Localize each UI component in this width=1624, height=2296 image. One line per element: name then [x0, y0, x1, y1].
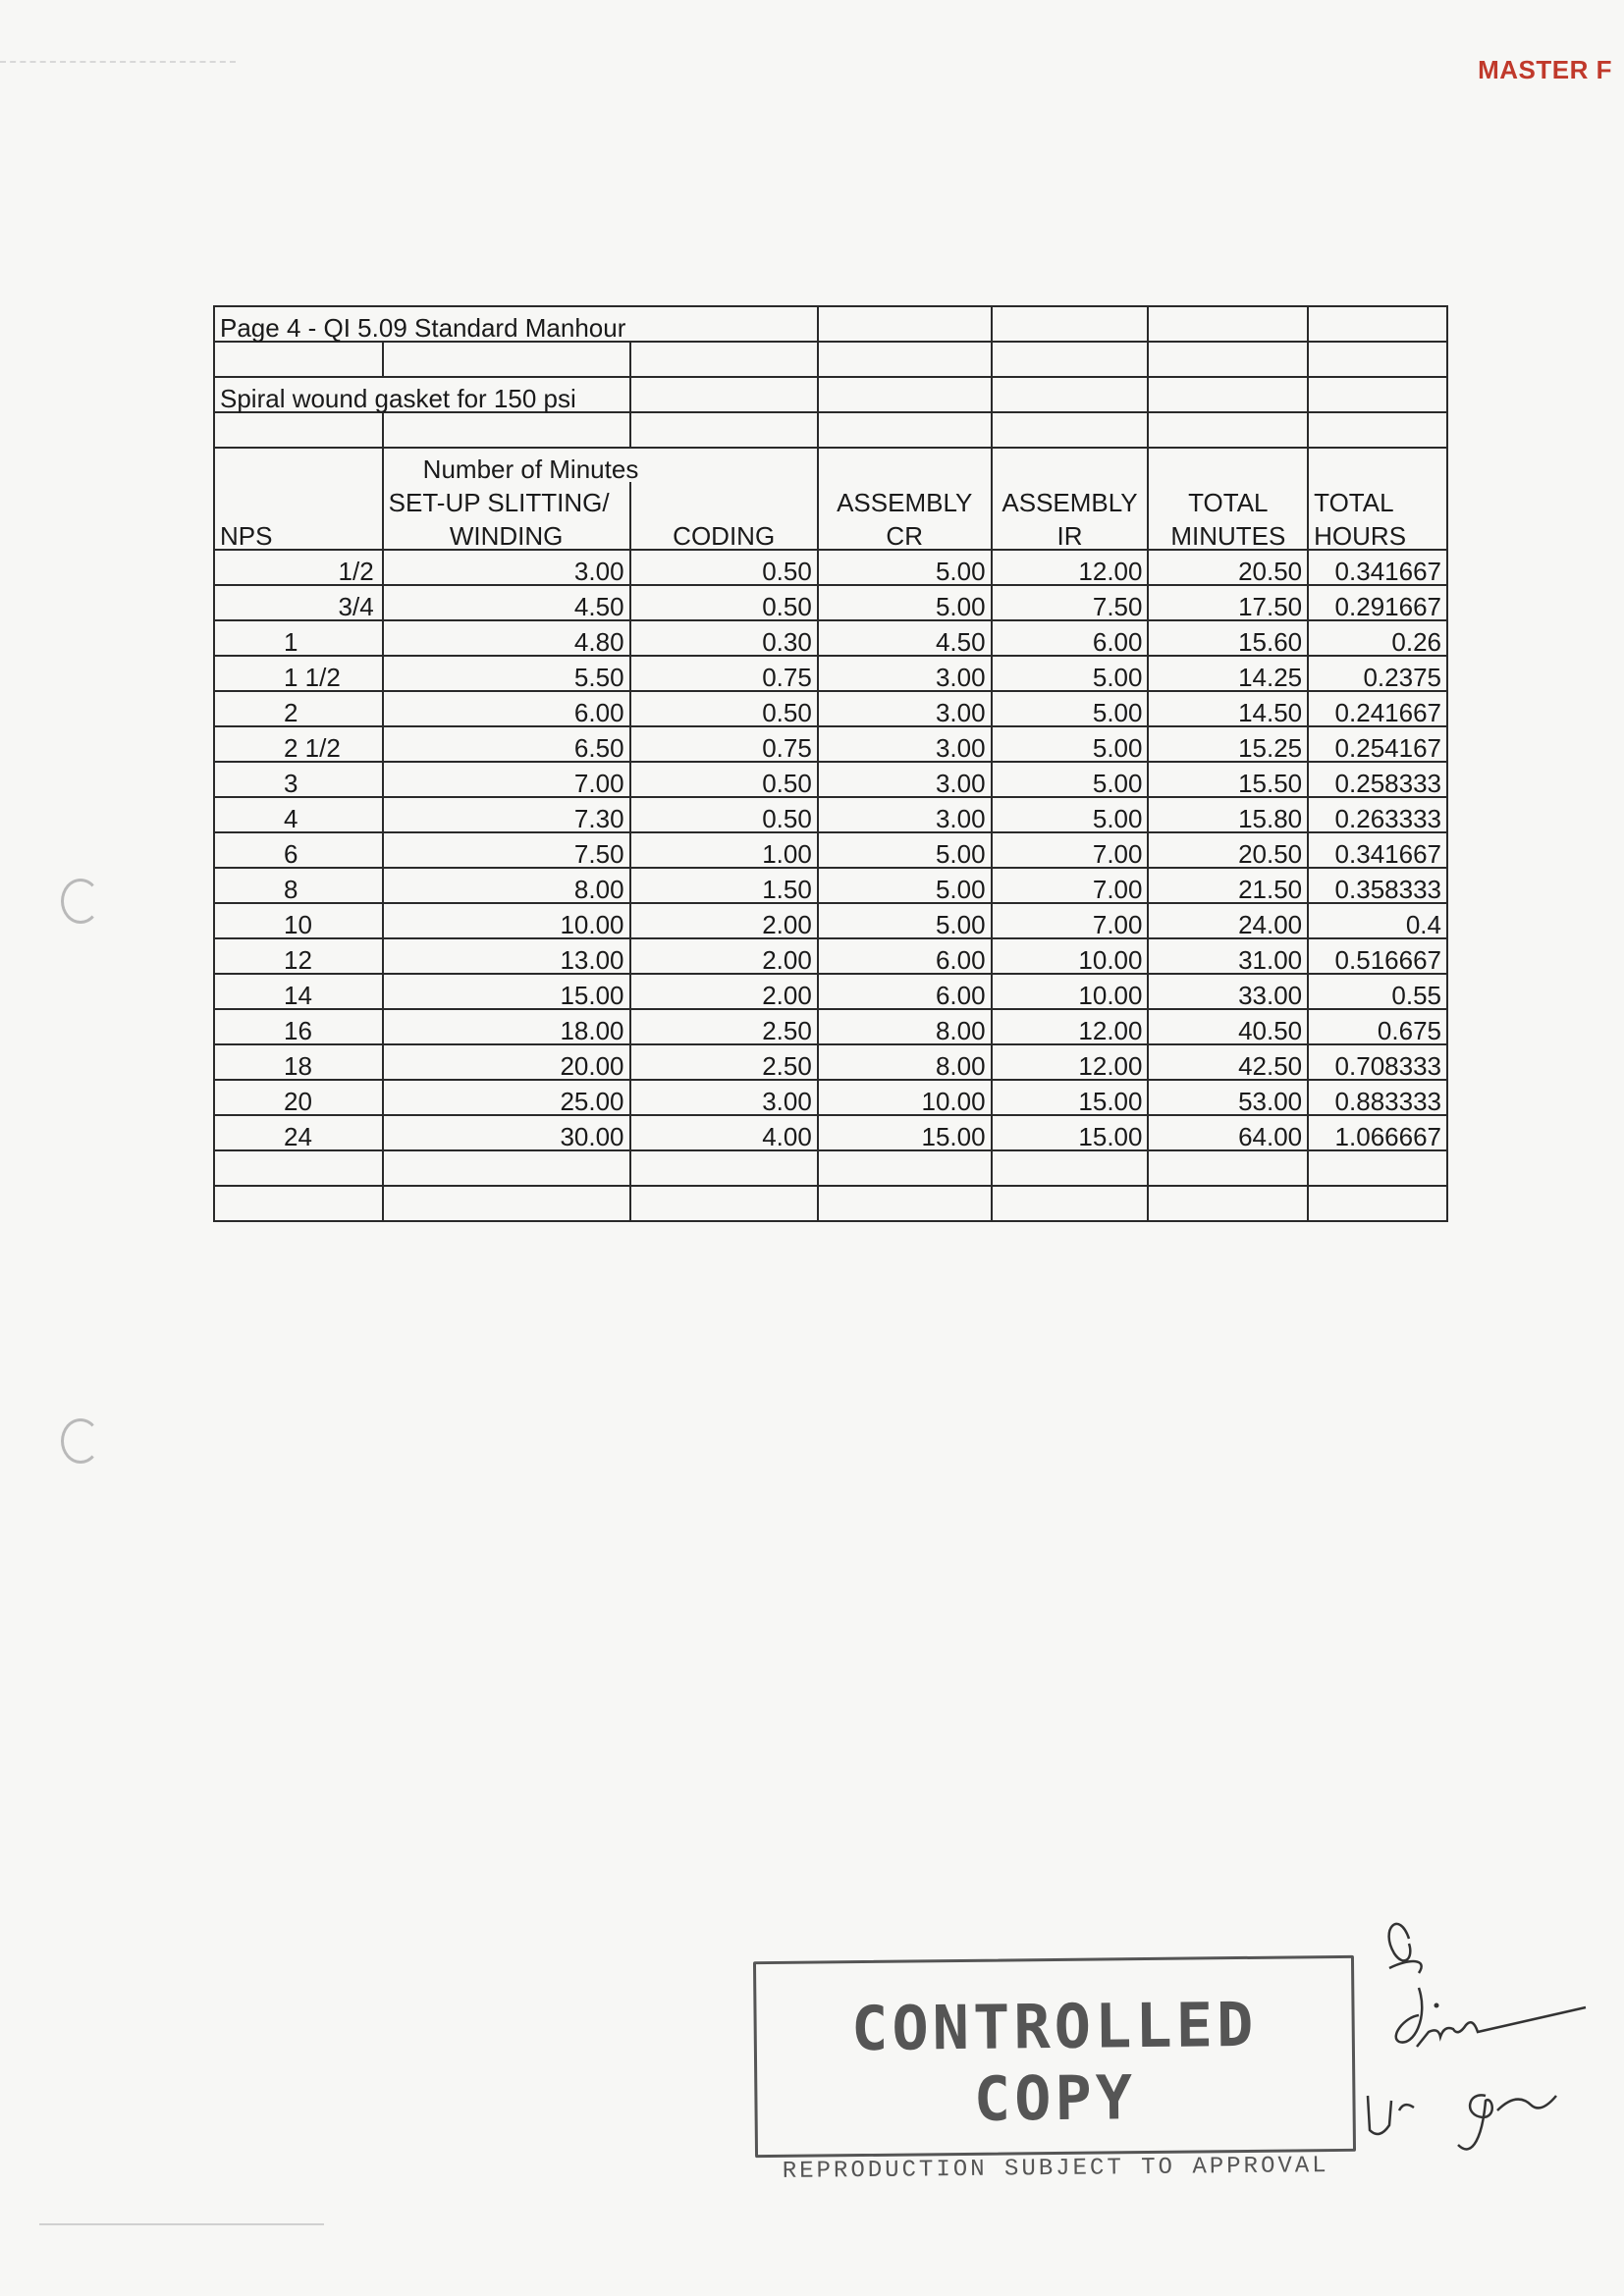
title-row	[214, 306, 1447, 342]
assembly-cr-cell: 5.00	[818, 832, 992, 868]
assembly-ir-cell: 5.00	[992, 797, 1149, 832]
total-minutes-cell: 40.50	[1148, 1009, 1308, 1044]
stamp-subtitle: REPRODUCTION SUBJECT TO APPROVAL	[782, 2153, 1329, 2185]
header-assembly-ir-line1: ASSEMBLY	[992, 482, 1149, 515]
nps-cell: 10	[214, 903, 383, 938]
table-row	[214, 938, 1447, 974]
total-hours-cell: 0.341667	[1308, 550, 1447, 585]
table-row	[214, 797, 1447, 832]
setup-cell: 8.00	[383, 868, 630, 903]
total-minutes-cell: 14.25	[1148, 656, 1308, 691]
header-total-minutes-line1: TOTAL	[1148, 482, 1308, 515]
coding-cell: 4.00	[630, 1115, 818, 1150]
master-file-label: MASTER F	[1478, 55, 1612, 84]
standard-manhour-table	[213, 305, 1448, 1222]
total-minutes-cell: 15.50	[1148, 762, 1308, 797]
assembly-ir-cell: 10.00	[992, 938, 1149, 974]
assembly-ir-cell: 5.00	[992, 726, 1149, 762]
total-minutes-cell: 64.00	[1148, 1115, 1308, 1150]
handwritten-signature	[1360, 1899, 1596, 2164]
header-total-hours-line1: TOTAL	[1308, 482, 1447, 515]
table-row	[214, 656, 1447, 691]
setup-cell: 7.00	[383, 762, 630, 797]
coding-cell: 0.75	[630, 726, 818, 762]
assembly-ir-cell: 7.50	[992, 585, 1149, 620]
total-minutes-cell: 42.50	[1148, 1044, 1308, 1080]
assembly-cr-cell: 3.00	[818, 762, 992, 797]
total-hours-cell: 1.066667	[1308, 1115, 1447, 1150]
setup-cell: 5.50	[383, 656, 630, 691]
header-row-1	[214, 448, 1447, 482]
nps-cell: 1 1/2	[214, 656, 383, 691]
table-body	[214, 550, 1447, 1150]
assembly-cr-cell: 5.00	[818, 585, 992, 620]
table-row	[214, 1115, 1447, 1150]
total-hours-cell: 0.254167	[1308, 726, 1447, 762]
setup-cell: 7.50	[383, 832, 630, 868]
total-minutes-cell: 15.60	[1148, 620, 1308, 656]
total-minutes-cell: 15.25	[1148, 726, 1308, 762]
setup-cell: 20.00	[383, 1044, 630, 1080]
setup-cell: 6.50	[383, 726, 630, 762]
blank-row	[214, 342, 1447, 377]
total-minutes-cell: 20.50	[1148, 832, 1308, 868]
header-assembly-ir-line2: IR	[992, 515, 1149, 550]
assembly-cr-cell: 6.00	[818, 974, 992, 1009]
coding-cell: 0.50	[630, 797, 818, 832]
header-row-3	[214, 515, 1447, 550]
total-minutes-cell: 33.00	[1148, 974, 1308, 1009]
total-minutes-cell: 21.50	[1148, 868, 1308, 903]
assembly-cr-cell: 15.00	[818, 1115, 992, 1150]
header-setup-line1: SET-UP SLITTING/	[383, 482, 630, 515]
header-assembly-cr-line1: ASSEMBLY	[818, 482, 992, 515]
nps-cell: 3/4	[214, 585, 383, 620]
header-total-hours-line2: HOURS	[1308, 515, 1447, 550]
setup-cell: 13.00	[383, 938, 630, 974]
assembly-ir-cell: 12.00	[992, 550, 1149, 585]
nps-cell: 20	[214, 1080, 383, 1115]
total-minutes-cell: 53.00	[1148, 1080, 1308, 1115]
subtitle-row	[214, 377, 1447, 412]
table-row	[214, 585, 1447, 620]
blank-row	[214, 412, 1447, 448]
total-hours-cell: 0.358333	[1308, 868, 1447, 903]
total-hours-cell: 0.675	[1308, 1009, 1447, 1044]
assembly-cr-cell: 10.00	[818, 1080, 992, 1115]
setup-cell: 3.00	[383, 550, 630, 585]
total-minutes-cell: 31.00	[1148, 938, 1308, 974]
blank-row	[214, 1186, 1447, 1221]
nps-cell: 2	[214, 691, 383, 726]
assembly-ir-cell: 7.00	[992, 868, 1149, 903]
total-minutes-cell: 20.50	[1148, 550, 1308, 585]
table-subtitle: Spiral wound gasket for 150 psi	[214, 377, 630, 412]
assembly-ir-cell: 15.00	[992, 1115, 1149, 1150]
table-row	[214, 550, 1447, 585]
nps-cell: 1	[214, 620, 383, 656]
assembly-cr-cell: 8.00	[818, 1044, 992, 1080]
nps-cell: 6	[214, 832, 383, 868]
coding-cell: 2.50	[630, 1009, 818, 1044]
binder-hole-bottom	[61, 1418, 100, 1464]
assembly-cr-cell: 5.00	[818, 868, 992, 903]
blank-row	[214, 1150, 1447, 1186]
table-row	[214, 1009, 1447, 1044]
setup-cell: 10.00	[383, 903, 630, 938]
assembly-cr-cell: 3.00	[818, 691, 992, 726]
coding-cell: 2.50	[630, 1044, 818, 1080]
scan-artifact-top	[0, 61, 236, 63]
nps-cell: 1/2	[214, 550, 383, 585]
assembly-ir-cell: 7.00	[992, 903, 1149, 938]
table-row	[214, 726, 1447, 762]
setup-cell: 6.00	[383, 691, 630, 726]
setup-cell: 25.00	[383, 1080, 630, 1115]
nps-cell: 24	[214, 1115, 383, 1150]
table-row	[214, 974, 1447, 1009]
assembly-ir-cell: 5.00	[992, 691, 1149, 726]
total-hours-cell: 0.341667	[1308, 832, 1447, 868]
header-assembly-cr-line2: CR	[818, 515, 992, 550]
stamp-title: CONTROLLED COPY	[850, 1988, 1258, 2135]
total-minutes-cell: 14.50	[1148, 691, 1308, 726]
assembly-cr-cell: 5.00	[818, 903, 992, 938]
header-nps: NPS	[214, 448, 383, 550]
binder-hole-top	[61, 879, 100, 924]
header-row-2	[214, 482, 1447, 515]
table-row	[214, 832, 1447, 868]
total-minutes-cell: 17.50	[1148, 585, 1308, 620]
coding-cell: 2.00	[630, 938, 818, 974]
assembly-ir-cell: 5.00	[992, 762, 1149, 797]
coding-cell: 0.50	[630, 550, 818, 585]
table-row	[214, 868, 1447, 903]
total-hours-cell: 0.241667	[1308, 691, 1447, 726]
total-hours-cell: 0.2375	[1308, 656, 1447, 691]
assembly-ir-cell: 12.00	[992, 1044, 1149, 1080]
total-hours-cell: 0.55	[1308, 974, 1447, 1009]
total-minutes-cell: 15.80	[1148, 797, 1308, 832]
assembly-cr-cell: 8.00	[818, 1009, 992, 1044]
nps-cell: 3	[214, 762, 383, 797]
nps-cell: 16	[214, 1009, 383, 1044]
setup-cell: 7.30	[383, 797, 630, 832]
assembly-ir-cell: 12.00	[992, 1009, 1149, 1044]
setup-cell: 4.80	[383, 620, 630, 656]
assembly-cr-cell: 3.00	[818, 656, 992, 691]
coding-cell: 0.50	[630, 691, 818, 726]
total-hours-cell: 0.258333	[1308, 762, 1447, 797]
table-row	[214, 1080, 1447, 1115]
coding-cell: 3.00	[630, 1080, 818, 1115]
total-hours-cell: 0.263333	[1308, 797, 1447, 832]
coding-cell: 2.00	[630, 974, 818, 1009]
assembly-cr-cell: 6.00	[818, 938, 992, 974]
coding-cell: 2.00	[630, 903, 818, 938]
coding-cell: 0.50	[630, 585, 818, 620]
controlled-copy-stamp	[753, 1955, 1356, 2185]
header-coding: CODING	[630, 482, 818, 550]
total-hours-cell: 0.516667	[1308, 938, 1447, 974]
total-hours-cell: 0.26	[1308, 620, 1447, 656]
assembly-ir-cell: 10.00	[992, 974, 1149, 1009]
coding-cell: 1.50	[630, 868, 818, 903]
table-row	[214, 903, 1447, 938]
nps-cell: 8	[214, 868, 383, 903]
table-row	[214, 691, 1447, 726]
setup-cell: 15.00	[383, 974, 630, 1009]
assembly-ir-cell: 6.00	[992, 620, 1149, 656]
header-number-of-minutes: Number of Minutes	[383, 448, 818, 482]
table-row	[214, 762, 1447, 797]
nps-cell: 14	[214, 974, 383, 1009]
assembly-cr-cell: 4.50	[818, 620, 992, 656]
total-hours-cell: 0.708333	[1308, 1044, 1447, 1080]
assembly-cr-cell: 3.00	[818, 797, 992, 832]
assembly-ir-cell: 15.00	[992, 1080, 1149, 1115]
setup-cell: 4.50	[383, 585, 630, 620]
coding-cell: 1.00	[630, 832, 818, 868]
header-total-minutes-line2: MINUTES	[1148, 515, 1308, 550]
table-row	[214, 1044, 1447, 1080]
assembly-cr-cell: 5.00	[818, 550, 992, 585]
nps-cell: 18	[214, 1044, 383, 1080]
total-hours-cell: 0.883333	[1308, 1080, 1447, 1115]
coding-cell: 0.75	[630, 656, 818, 691]
total-hours-cell: 0.4	[1308, 903, 1447, 938]
total-hours-cell: 0.291667	[1308, 585, 1447, 620]
table-row	[214, 620, 1447, 656]
setup-cell: 18.00	[383, 1009, 630, 1044]
coding-cell: 0.50	[630, 762, 818, 797]
assembly-ir-cell: 7.00	[992, 832, 1149, 868]
coding-cell: 0.30	[630, 620, 818, 656]
nps-cell: 2 1/2	[214, 726, 383, 762]
setup-cell: 30.00	[383, 1115, 630, 1150]
nps-cell: 4	[214, 797, 383, 832]
total-minutes-cell: 24.00	[1148, 903, 1308, 938]
table-title: Page 4 - QI 5.09 Standard Manhour	[214, 306, 818, 342]
assembly-cr-cell: 3.00	[818, 726, 992, 762]
assembly-ir-cell: 5.00	[992, 656, 1149, 691]
scan-artifact-bottom	[39, 2223, 324, 2225]
header-setup-line2: WINDING	[383, 515, 630, 550]
nps-cell: 12	[214, 938, 383, 974]
